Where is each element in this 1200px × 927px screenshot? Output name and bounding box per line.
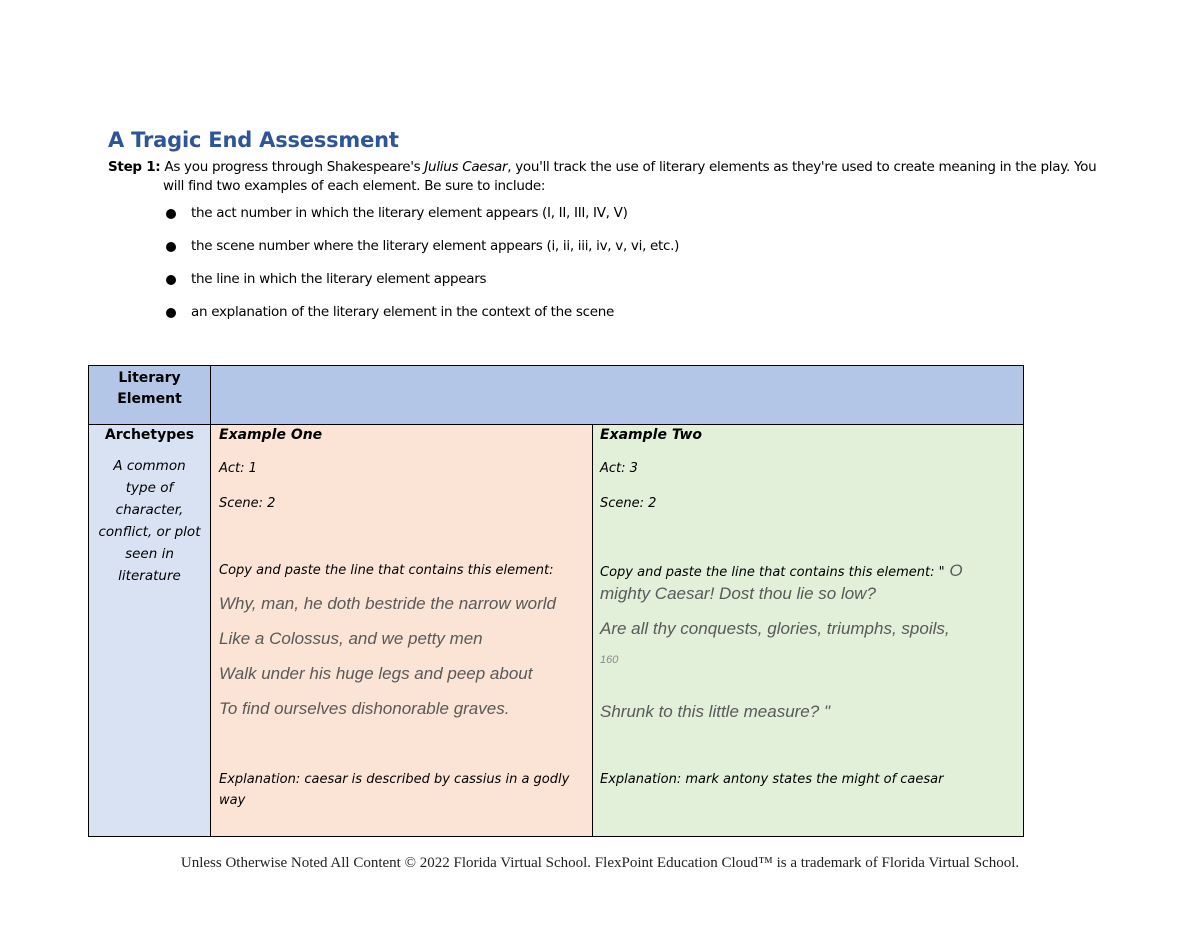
play-title: Julius Caesar [424,159,508,175]
header-blank [211,366,1024,425]
step-text-b: , you'll track the use of literary elements as they're used to create meaning in the play. You [507,159,1097,175]
element-name: Archetypes [104,427,195,443]
step-instructions [108,158,1108,196]
step-text-c: will find two examples of each element. Be sure to include: [163,178,546,194]
list-item: the scene number where the literary element appears (i, ii, iii, iv, v, vi, etc.) [160,237,679,270]
example-one-line-4: To find ourselves dishonorable graves. [219,699,510,718]
example-one-line-2: Like a Colossus, and we petty men [219,629,483,648]
example-two-act: Act: 3 [600,461,638,476]
list-item: the act number in which the literary element appears (I, II, III, IV, V) [160,204,679,237]
requirements-list [160,204,679,336]
step-text-a: As you progress through Shakespeare's [160,159,425,175]
bullet-icon [166,308,176,318]
example-two-prompt-line: Copy and paste the line that contains this element: " O [600,561,963,580]
example-two-last-line: Shrunk to this little measure? " [600,702,830,721]
step-label: Step 1: [108,159,161,175]
example-one-cell[interactable] [211,425,593,837]
example-two-line-number: 160 [600,654,619,666]
bullet-icon [166,209,176,219]
example-one-line-1: Why, man, he doth bestride the narrow world [219,594,557,613]
table-row [89,425,1024,837]
table-header-row [89,366,1024,425]
element-cell [89,425,211,837]
example-two-line-1: mighty Caesar! Dost thou lie so low? [600,584,876,603]
example-one-scene: Scene: 2 [219,496,276,511]
example-one-heading: Example One [219,427,323,443]
example-two-explanation: Explanation: mark antony states the might of caesar [600,772,944,787]
example-two-scene: Scene: 2 [600,496,657,511]
example-two-cell[interactable] [593,425,1024,837]
literary-elements-table [88,365,1024,837]
list-item: an explanation of the literary element in the context of the scene [160,303,679,336]
example-one-prompt: Copy and paste the line that contains this element: [219,563,554,578]
element-description: A common type of character, conflict, or plot seen in literature [98,458,201,584]
list-item: the line in which the literary element appears [160,270,679,303]
example-one-explanation: Explanation: caesar is described by cassius in a godly way [219,772,570,808]
example-one-line-3: Walk under his huge legs and peep about [219,664,533,683]
copyright-footer: Unless Otherwise Noted All Content © 2022 Florida Virtual School. FlexPoint Education Cloud™ is a trademark of Florida Virtual School. [180,855,1020,871]
example-two-quote-start: O [944,561,963,580]
example-two-line-2: Are all thy conquests, glories, triumphs, spoils, [600,619,950,638]
page-title: A Tragic End Assessment [108,128,399,152]
bullet-icon [166,242,176,252]
example-one-act: Act: 1 [219,461,257,476]
bullet-icon [166,275,176,285]
header-literary-element: Literary Element [89,366,211,425]
example-two-heading: Example Two [600,427,702,443]
